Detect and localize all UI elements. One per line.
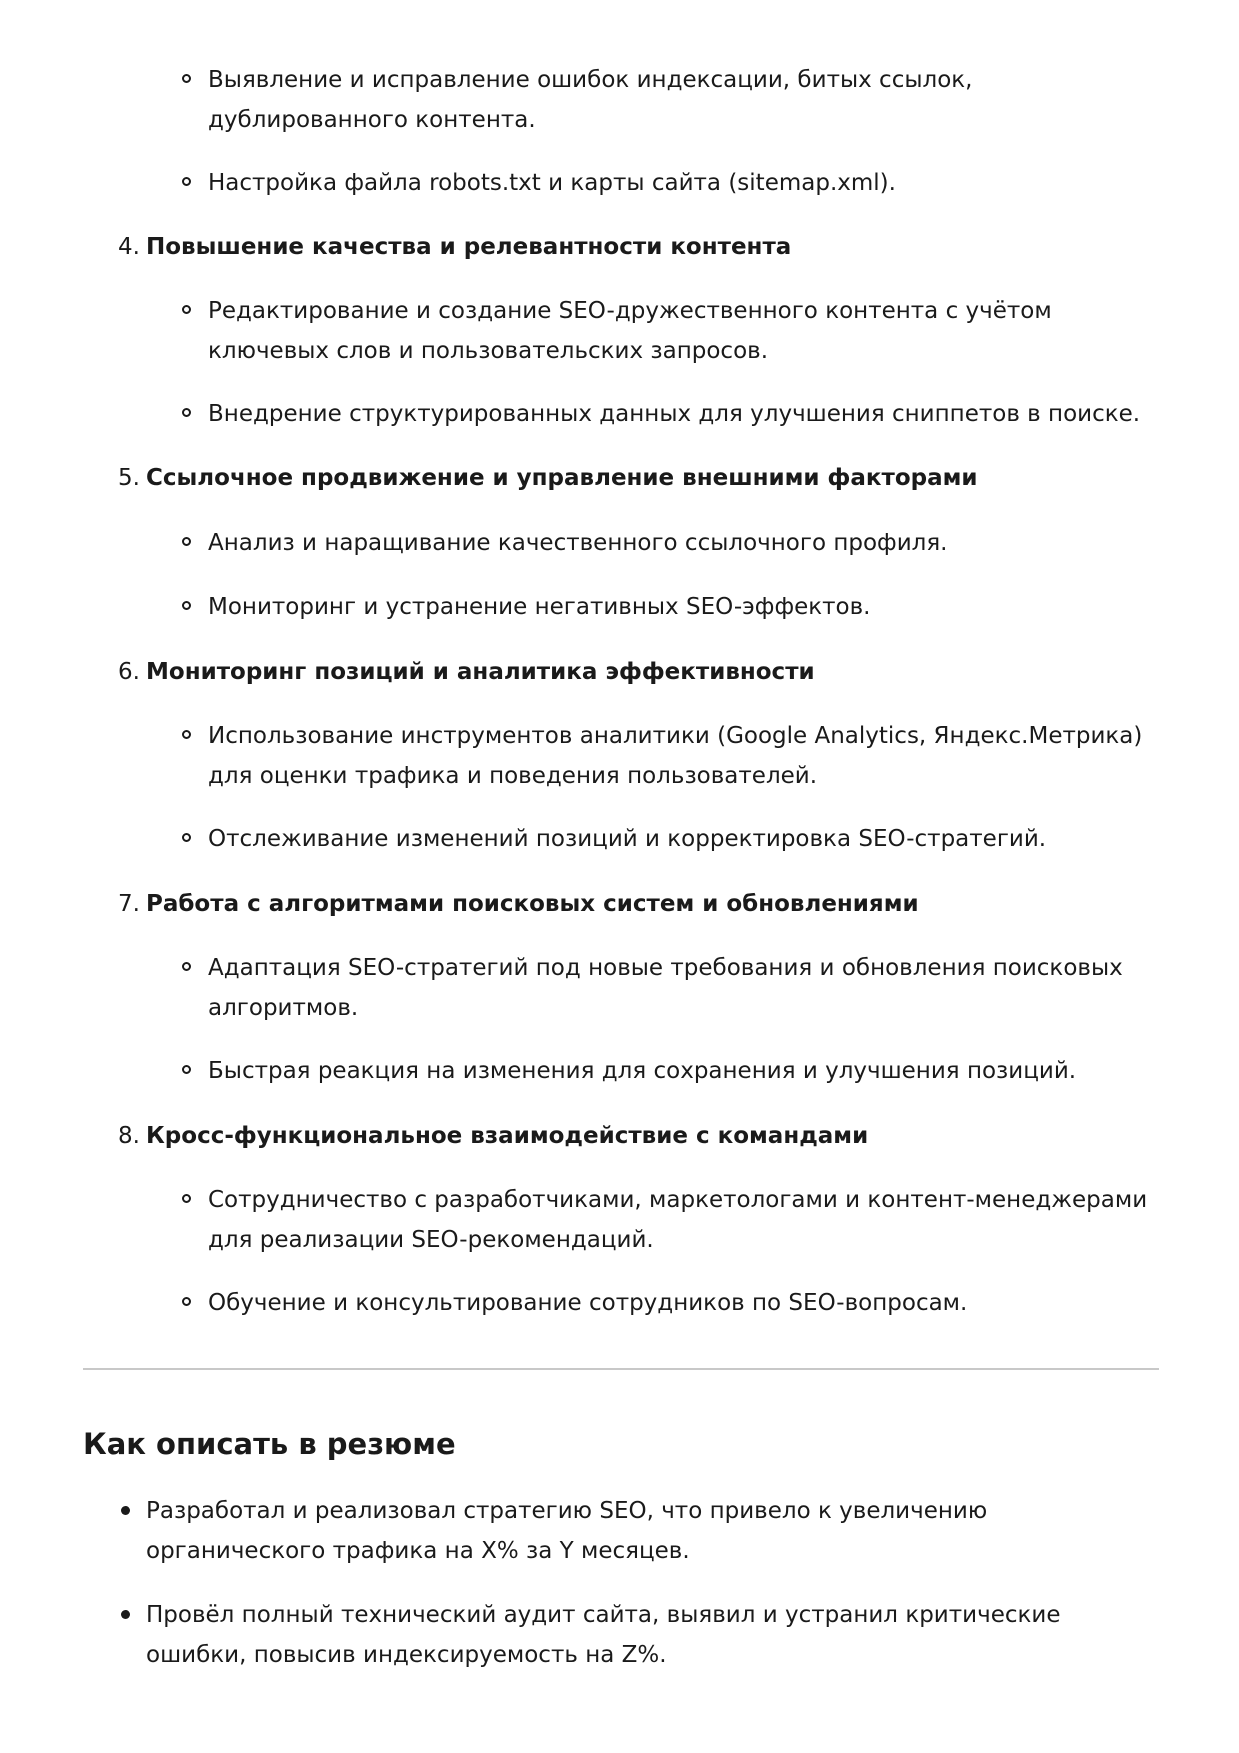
list-item-text: Внедрение структурированных данных для улучшения сниппетов в поиске. (208, 401, 1141, 427)
circle-bullet-icon (182, 1065, 191, 1074)
circle-bullet-icon (182, 1194, 191, 1203)
list-item (208, 1283, 1148, 1323)
list-item-text: Адаптация SEO-стратегий под новые требования и обновления поисковых алгоритмов. (208, 955, 1123, 1021)
section-title: Как описать в резюме (83, 1427, 456, 1461)
item-heading: Работа с алгоритмами поисковых систем и обновлениями (146, 891, 919, 917)
list-item (208, 587, 1148, 627)
item-number: 4. (118, 234, 140, 260)
circle-bullet-icon (182, 305, 191, 314)
list-item-text: Быстрая реакция на изменения для сохранения и улучшения позиций. (208, 1058, 1077, 1084)
circle-bullet-icon (182, 833, 191, 842)
circle-bullet-icon (182, 962, 191, 971)
numbered-heading (118, 884, 919, 924)
list-item-text: Анализ и наращивание качественного ссылочного профиля. (208, 530, 948, 556)
list-item-text: Отслеживание изменений позиций и корректировка SEO-стратегий. (208, 826, 1047, 852)
item-heading: Повышение качества и релевантности контента (146, 234, 792, 260)
list-item (146, 1491, 1146, 1571)
circle-bullet-icon (182, 177, 191, 186)
list-item-text: Мониторинг и устранение негативных SEO-эффектов. (208, 594, 871, 620)
list-item (208, 819, 1148, 859)
list-item-text: Сотрудничество с разработчиками, маркетологами и контент-менеджерами для реализации SEO-рекомендаций. (208, 1187, 1148, 1253)
circle-bullet-icon (182, 730, 191, 739)
list-item (208, 163, 1148, 203)
list-item (208, 1051, 1148, 1091)
item-number: 5. (118, 465, 140, 491)
list-item-text: Редактирование и создание SEO-дружественного контента с учётом ключевых слов и пользовательских запросов. (208, 298, 1052, 364)
item-heading: Кросс-функциональное взаимодействие с командами (146, 1123, 869, 1149)
item-number: 8. (118, 1123, 140, 1149)
numbered-heading (118, 652, 815, 692)
item-number: 7. (118, 891, 140, 917)
disc-bullet-icon (121, 1506, 130, 1515)
list-item-text: Использование инструментов аналитики (Google Analytics, Яндекс.Метрика) для оценки трафика и поведения пользователей. (208, 723, 1143, 789)
circle-bullet-icon (182, 74, 191, 83)
list-item (208, 523, 1148, 563)
list-item (208, 948, 1148, 1028)
list-item (208, 716, 1148, 796)
item-heading: Ссылочное продвижение и управление внешними факторами (146, 465, 978, 491)
numbered-heading (118, 1116, 868, 1156)
list-item (146, 1595, 1146, 1675)
circle-bullet-icon (182, 601, 191, 610)
item-number: 6. (118, 659, 140, 685)
list-item (208, 291, 1148, 371)
circle-bullet-icon (182, 537, 191, 546)
list-item (208, 394, 1148, 434)
list-item-text: Разработал и реализовал стратегию SEO, что привело к увеличению органического трафика на X% за Y месяцев. (146, 1498, 988, 1564)
circle-bullet-icon (182, 1297, 191, 1306)
numbered-heading (118, 458, 978, 498)
list-item-text: Обучение и консультирование сотрудников по SEO-вопросам. (208, 1290, 968, 1316)
list-item-text: Провёл полный технический аудит сайта, выявил и устранил критические ошибки, повысив индексируемость на Z%. (146, 1602, 1061, 1668)
list-item (208, 1180, 1148, 1260)
numbered-heading (118, 227, 791, 267)
circle-bullet-icon (182, 408, 191, 417)
section-divider (83, 1368, 1159, 1370)
item-heading: Мониторинг позиций и аналитика эффективности (146, 659, 815, 685)
list-item-text: Выявление и исправление ошибок индексации, битых ссылок, дублированного контента. (208, 67, 973, 133)
list-item-text: Настройка файла robots.txt и карты сайта (sitemap.xml). (208, 170, 896, 196)
list-item (208, 60, 1148, 140)
disc-bullet-icon (121, 1610, 130, 1619)
